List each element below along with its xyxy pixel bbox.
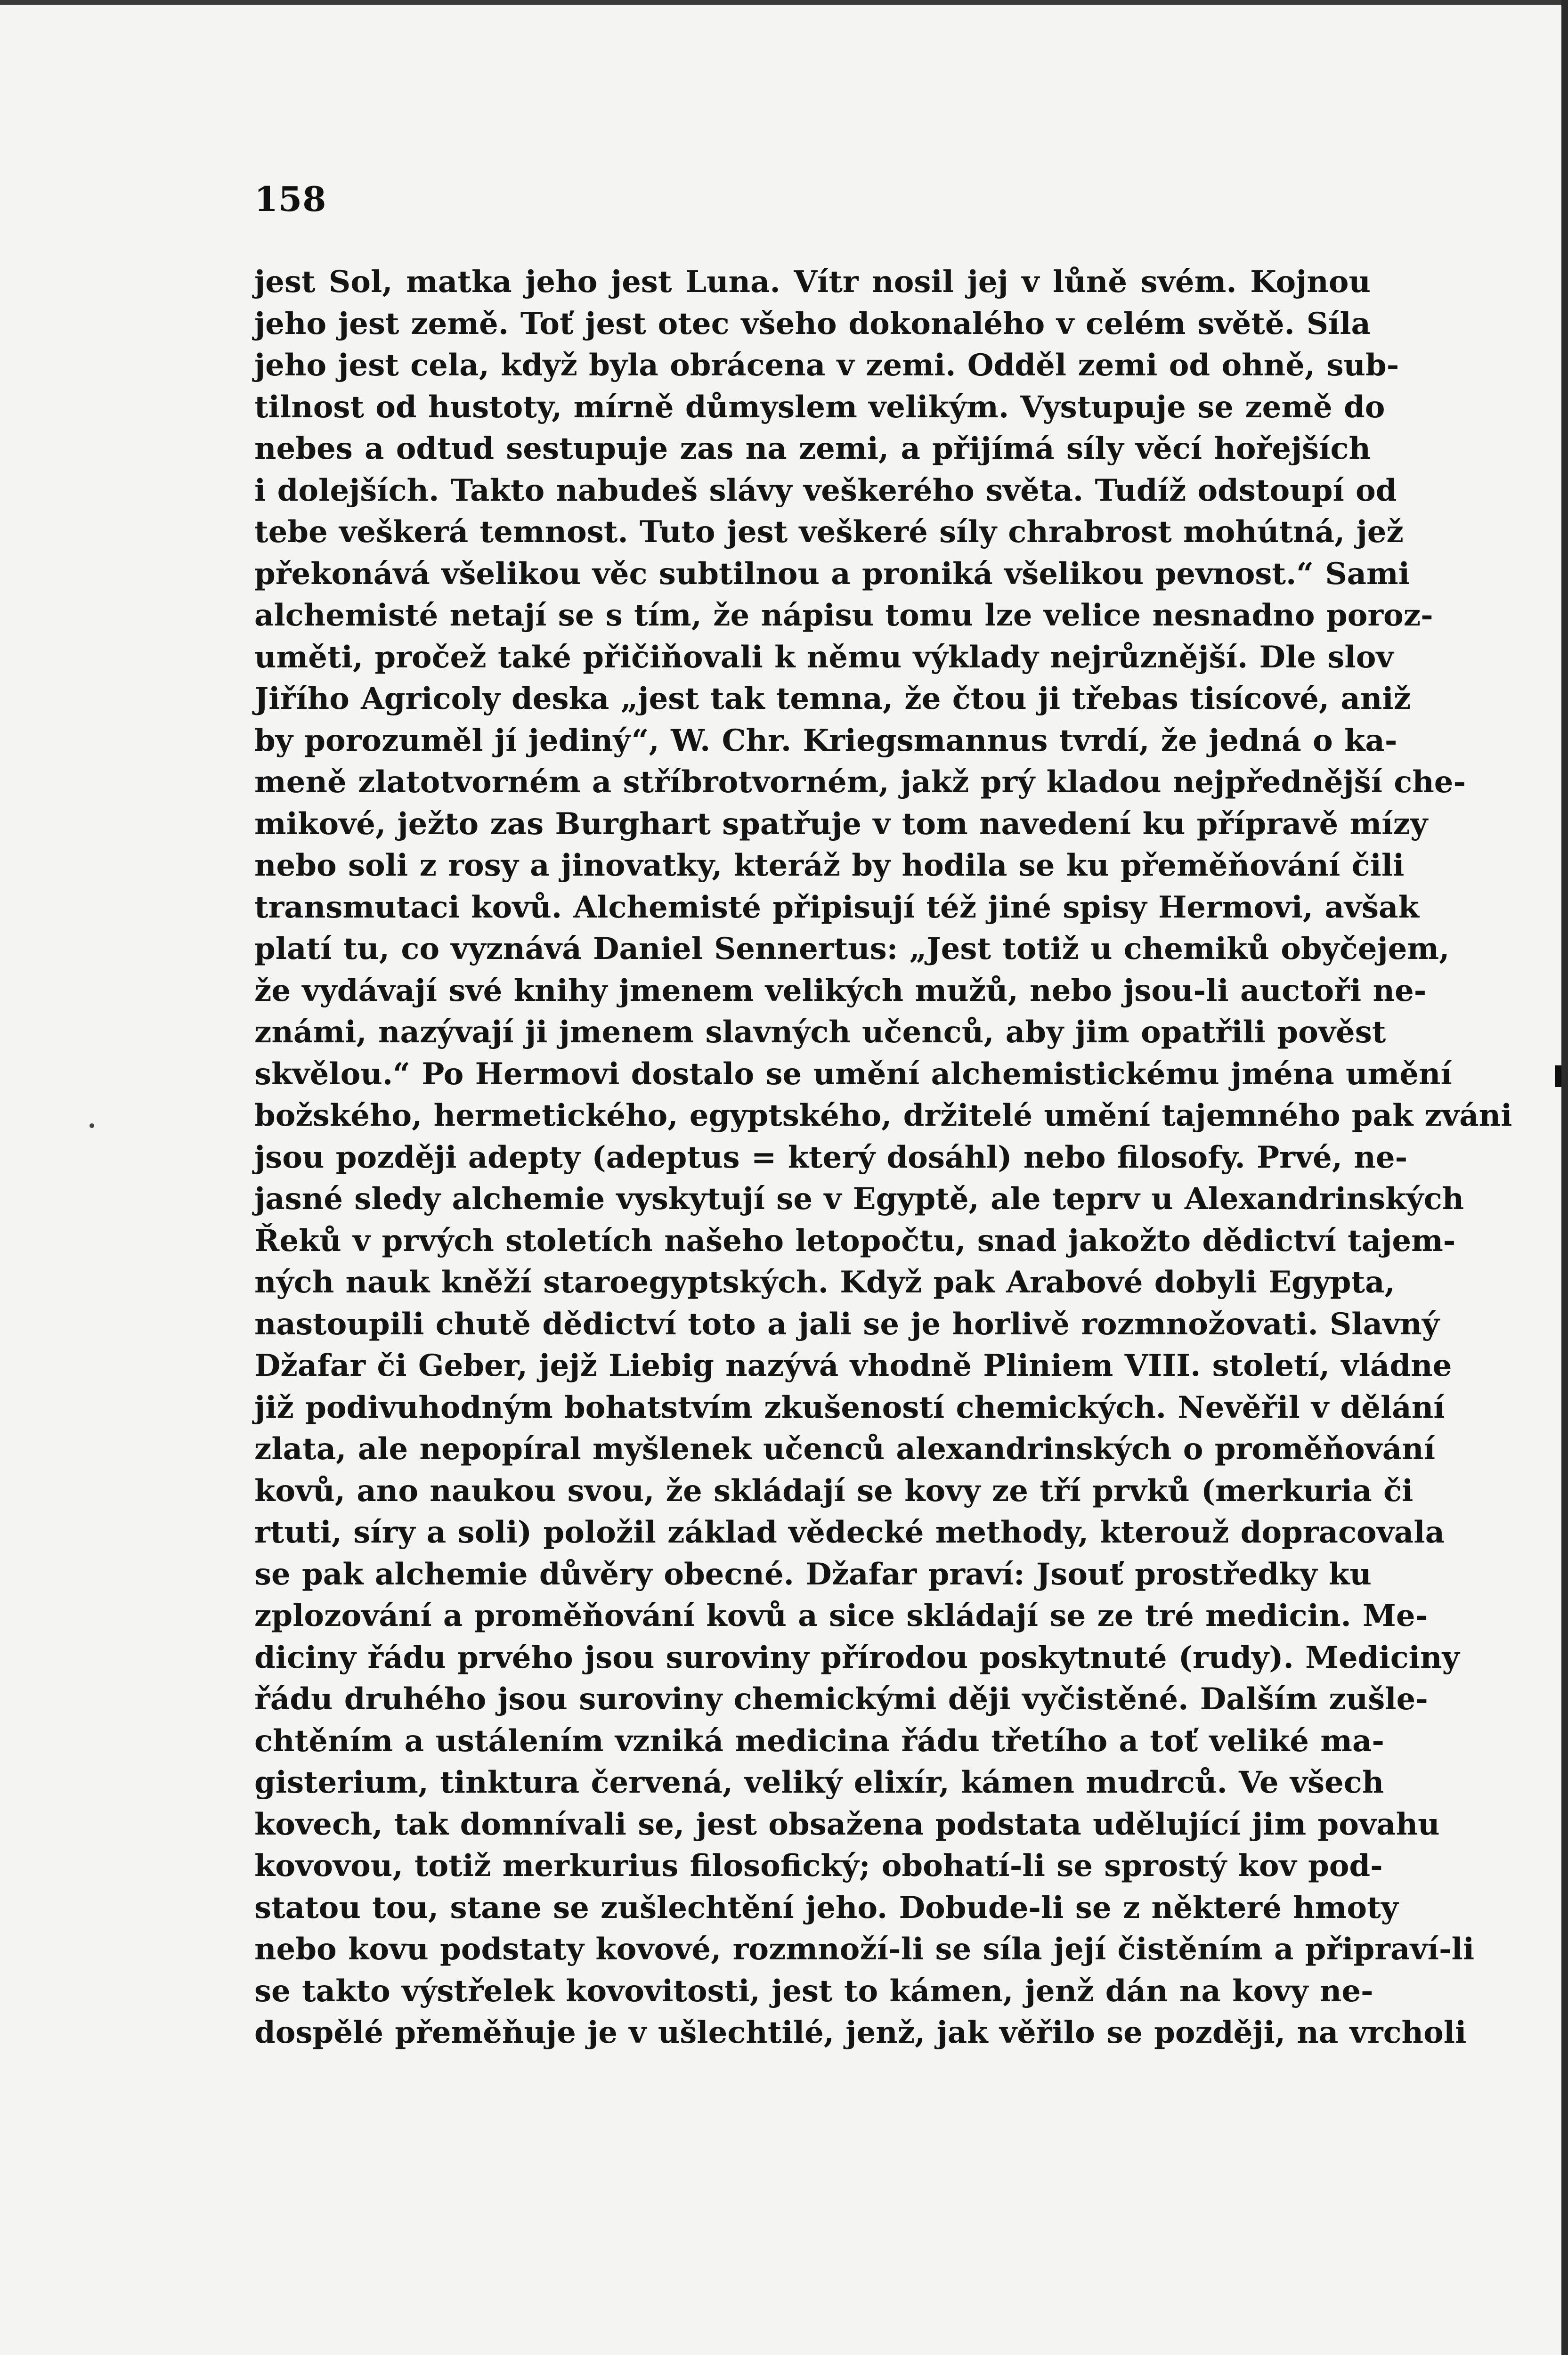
text-line: nastoupili chutě dědictví toto a jali se je horlivě rozmnožovati. Slavný xyxy=(254,1306,1439,1342)
text-line: jeho jest cela, když byla obrácena v zemi. Odděl zemi od ohně, sub- xyxy=(254,348,1399,383)
text-line: mikové, ježto zas Burghart spatřuje v tom navedení ku přípravě mízy xyxy=(254,806,1428,842)
text-line: chtěním a ustálením vzniká medicina řádu třetího a toť veliké ma- xyxy=(254,1723,1384,1759)
text-line: již podivuhodným bohatstvím zkušeností chemických. Nevěřil v dělání xyxy=(254,1389,1445,1425)
text-line: Jiřího Agricoly deska „jest tak temna, že čtou ji třebas tisícové, aniž xyxy=(254,681,1411,716)
text-line: nebo soli z rosy a jinovatky, kteráž by hodila se ku přeměňování čili xyxy=(254,848,1405,883)
scan-speck xyxy=(89,1123,94,1128)
body-text xyxy=(254,261,1512,2054)
text-line: nebo kovu podstaty kovové, rozmnoží-li se síla její čistěním a připraví-li xyxy=(254,1932,1475,1967)
text-line: Řeků v prvých stoletích našeho letopočtu, snad jakožto dědictví tajem- xyxy=(254,1223,1456,1259)
text-line: zlata, ale nepopíral myšlenek učenců alexandrinských o proměňování xyxy=(254,1431,1435,1467)
scan-edge-top xyxy=(0,0,1568,5)
text-line: se pak alchemie důvěry obecné. Džafar praví: Jsouť prostředky ku xyxy=(254,1556,1372,1592)
text-line: tebe veškerá temnost. Tuto jest veškeré síly chrabrost mohútná, jež xyxy=(254,514,1404,550)
text-line: gisterium, tinktura červená, veliký elixír, kámen mudrců. Ve všech xyxy=(254,1765,1384,1800)
text-line: že vydávají své knihy jmenem velikých mužů, nebo jsou-li auctoři ne- xyxy=(254,973,1427,1008)
text-line: jest Sol, matka jeho jest Luna. Vítr nosil jej v lůně svém. Kojnou xyxy=(254,264,1371,300)
text-line: jsou později adepty (adeptus = který dosáhl) nebo filosofy. Prvé, ne- xyxy=(254,1139,1408,1175)
scan-edge-right xyxy=(1561,0,1568,2355)
text-line: jeho jest země. Toť jest otec všeho dokonalého v celém světě. Síla xyxy=(254,306,1371,341)
text-line: by porozuměl jí jediný“, W. Chr. Kriegsmannus tvrdí, že jedná o ka- xyxy=(254,723,1397,758)
text-line: meně zlatotvorném a stříbrotvorném, jakž prý kladou nejpřednější che- xyxy=(254,764,1466,800)
text-line: překonává všelikou věc subtilnou a proniká všelikou pevnost.“ Sami xyxy=(254,556,1410,592)
text-line: kovů, ano naukou svou, že skládají se kovy ze tří prvků (merkuria či xyxy=(254,1473,1414,1509)
text-line: zplozování a proměňování kovů a sice skládají se ze tré medicin. Me- xyxy=(254,1598,1428,1633)
text-line: skvělou.“ Po Hermovi dostalo se umění alchemistickému jména umění xyxy=(254,1056,1452,1092)
text-line: nebes a odtud sestupuje zas na zemi, a přijímá síly věcí hořejších xyxy=(254,431,1371,466)
text-line: kovovou, totiž merkurius filosofický; obohatí-li se sprostý kov pod- xyxy=(254,1848,1383,1884)
text-line: uměti, pročež také přičiňovali k němu výklady nejrůznější. Dle slov xyxy=(254,639,1394,675)
text-line: tilnost od hustoty, mírně důmyslem velikým. Vystupuje se země do xyxy=(254,389,1385,425)
text-line: řádu druhého jsou suroviny chemickými ději vyčistěné. Dalším zušle- xyxy=(254,1681,1428,1717)
text-line: známi, nazývají ji jmenem slavných učenců, aby jim opatřili pověst xyxy=(254,1015,1386,1050)
text-line: statou tou, stane se zušlechtění jeho. Dobude-li se z některé hmoty xyxy=(254,1890,1398,1925)
text-line: Džafar či Geber, jejž Liebig nazývá vhodně Pliniem VIII. století, vládne xyxy=(254,1348,1452,1383)
text-line: ných nauk kněží staroegyptských. Když pak Arabové dobyli Egypta, xyxy=(254,1265,1395,1300)
text-line: božského, hermetického, egyptského, držitelé umění tajemného pak zváni xyxy=(254,1098,1512,1133)
text-line: rtuti, síry a soli) položil základ vědecké methody, kterouž dopracovala xyxy=(254,1515,1445,1550)
page-number: 158 xyxy=(254,179,327,219)
text-line: kovech, tak domnívali se, jest obsažena podstata udělující jim povahu xyxy=(254,1806,1440,1842)
text-line: alchemisté netají se s tím, že nápisu tomu lze velice nesnadno poroz- xyxy=(254,598,1433,633)
text-line: diciny řádu prvého jsou suroviny přírodou poskytnuté (rudy). Mediciny xyxy=(254,1640,1460,1675)
text-line: transmutaci kovů. Alchemisté připisují též jiné spisy Hermovi, avšak xyxy=(254,889,1419,925)
text-line: platí tu, co vyznává Daniel Sennertus: „Jest totiž u chemiků obyčejem, xyxy=(254,931,1450,966)
text-line: se takto výstřelek kovovitosti, jest to kámen, jenž dán na kovy ne- xyxy=(254,1973,1373,2009)
scan-margin-mark xyxy=(1555,1065,1561,1087)
text-line: i dolejších. Takto nabudeš slávy veškerého světa. Tudíž odstoupí od xyxy=(254,472,1397,508)
text-line: jasné sledy alchemie vyskytují se v Egyptě, ale teprv u Alexandrinských xyxy=(254,1181,1464,1217)
text-line: dospělé přeměňuje je v ušlechtilé, jenž, jak věřilo se později, na vrcholi xyxy=(254,2015,1467,2050)
